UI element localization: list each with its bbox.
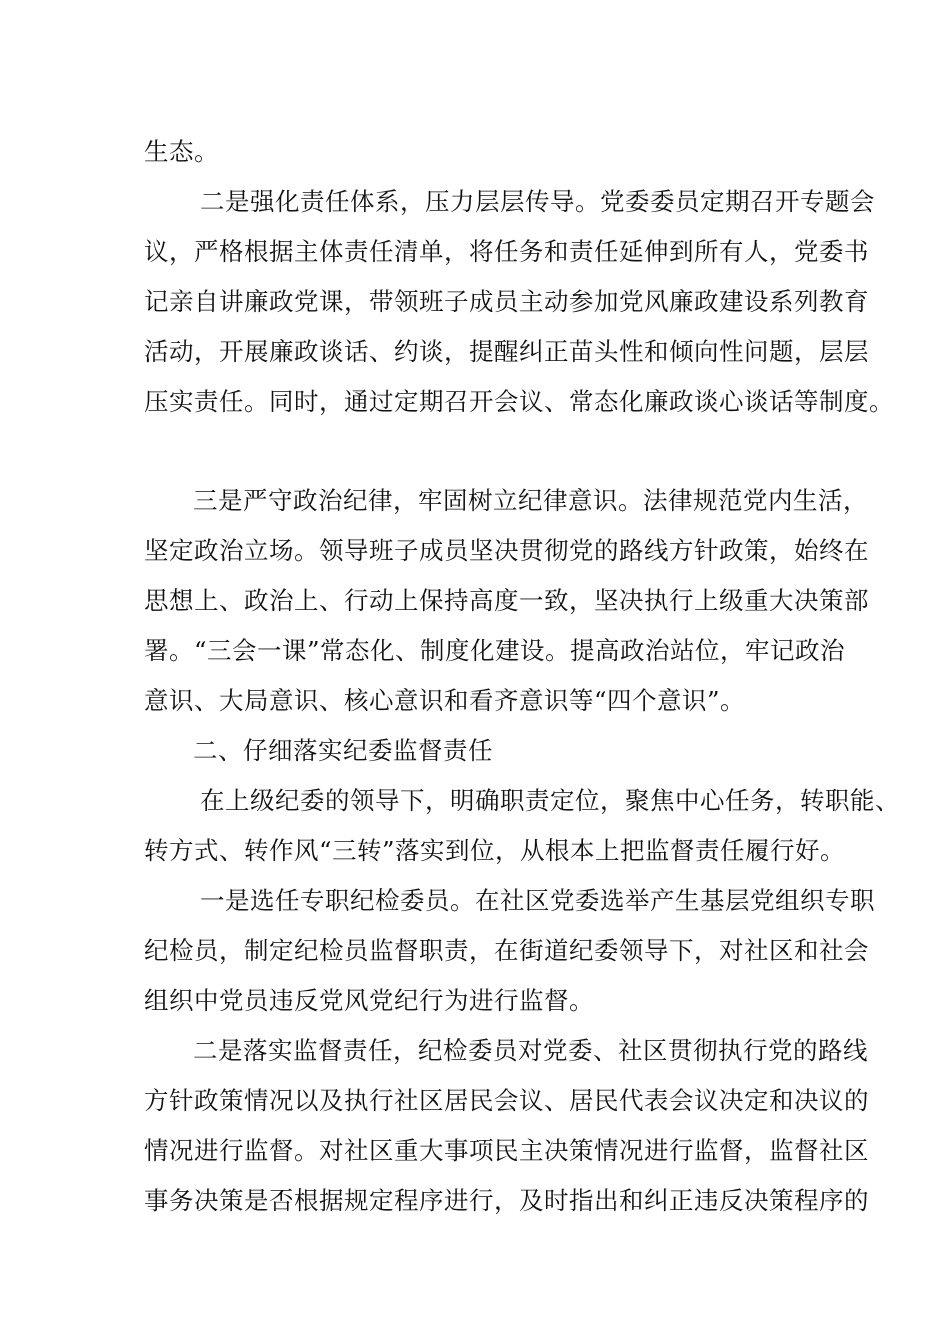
text-line-11: 意识、大局意识、核心意识和看齐意识等“四个意识”。 bbox=[144, 686, 746, 715]
paragraph-start-1: 二是强化责任体系，压力层层传导。党委委员定期召开专题会 bbox=[200, 187, 875, 216]
text-line-3: 议，严格根据主体责任清单，将任务和责任延伸到所有人，党委书 bbox=[144, 237, 869, 266]
text-line-10: 署。“三会一课”常态化、制度化建设。提高政治站位，牢记政治 bbox=[144, 636, 846, 665]
text-line-9: 思想上、政治上、行动上保持高度一致，坚决执行上级重大决策部 bbox=[144, 586, 869, 615]
text-line-5: 活动，开展廉政谈话、约谈，提醒纠正苗头性和倾向性问题，层层 bbox=[144, 337, 869, 366]
text-line-19: 方针政策情况以及执行社区居民会议、居民代表会议决定和决议的 bbox=[144, 1086, 869, 1115]
text-line-17: 组织中党员违反党风党纪行为进行监督。 bbox=[144, 986, 594, 1015]
text-line-8: 坚定政治立场。领导班子成员坚决贯彻党的路线方针政策，始终在 bbox=[144, 536, 869, 565]
text-line-20: 情况进行监督。对社区重大事项民主决策情况进行监督，监督社区 bbox=[144, 1136, 869, 1165]
paragraph-start-5: 二是落实监督责任，纪检委员对党委、社区贯彻执行党的路线 bbox=[193, 1036, 868, 1065]
section-heading: 二、仔细落实纪委监督责任 bbox=[193, 736, 493, 765]
text-line-14: 转方式、转作风“三转”落实到位，从根本上把监督责任履行好。 bbox=[144, 836, 846, 865]
text-line-21: 事务决策是否根据规定程序进行，及时指出和纠正违反决策程序的 bbox=[144, 1186, 869, 1215]
paragraph-start-2: 三是严守政治纪律，牢固树立纪律意识。法律规范党内生活， bbox=[193, 486, 868, 515]
text-line-4: 记亲自讲廉政党课，带领班子成员主动参加党风廉政建设系列教育 bbox=[144, 287, 869, 316]
text-line-16: 纪检员，制定纪检员监督职责，在街道纪委领导下，对社区和社会 bbox=[144, 936, 869, 965]
text-line-1: 生态。 bbox=[144, 137, 219, 166]
text-line-6: 压实责任。同时，通过定期召开会议、常态化廉政谈心谈话等制度。 bbox=[144, 387, 894, 416]
paragraph-start-3: 在上级纪委的领导下，明确职责定位，聚焦中心任务，转职能、 bbox=[200, 786, 900, 815]
paragraph-start-4: 一是选任专职纪检委员。在社区党委选举产生基层党组织专职 bbox=[200, 886, 875, 915]
